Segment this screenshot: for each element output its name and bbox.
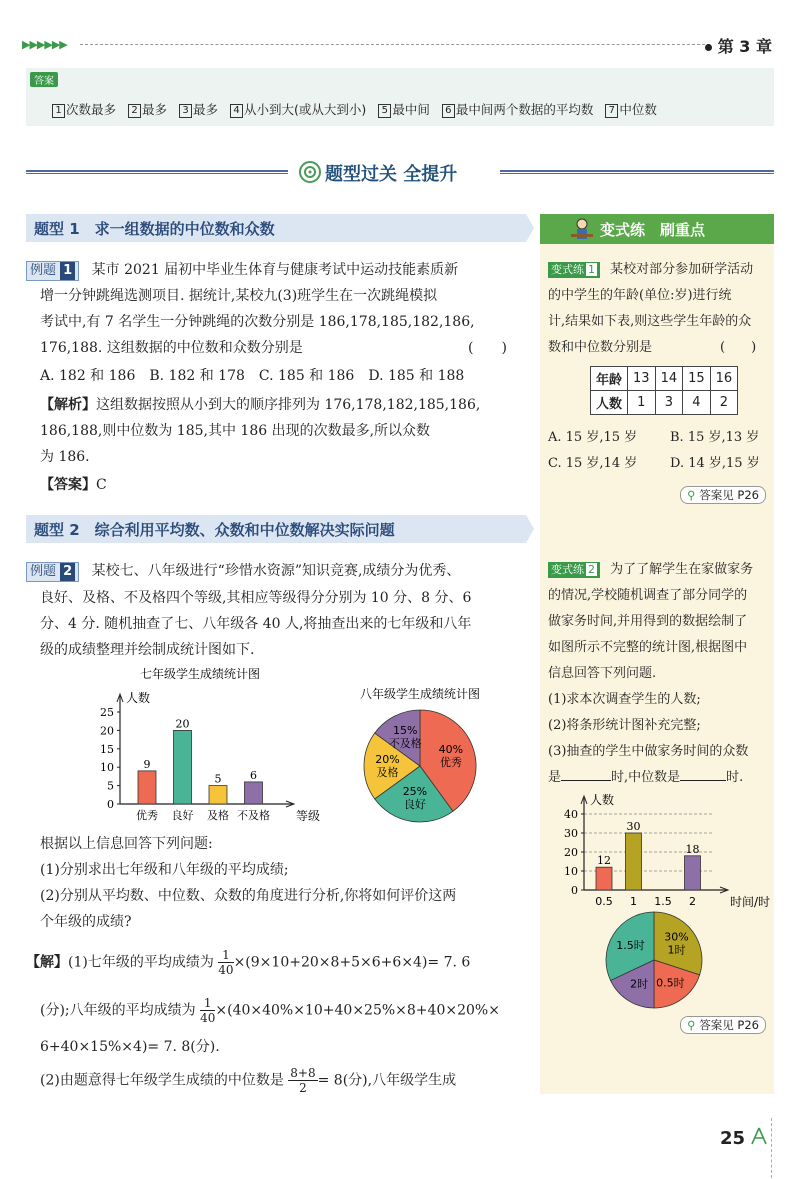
variant2-q3-blanks: 是 时,中位数是 时. [548, 770, 744, 785]
y-tick-label: 5 [107, 779, 114, 793]
pie-category-label: 不及格 [388, 737, 422, 751]
solution-line-1: 【解】(1)七年级的平均成绩为 $\frac{1}{40}$ ×(9×10+20×8+5×6+6×4)= 7. 6 [26, 948, 471, 977]
question-line-4: 个年级的成绩? [40, 914, 132, 930]
page-number: 25 [719, 1128, 745, 1149]
variant1-line-4: 数和中位数分别是 [548, 340, 653, 355]
example1-options: A. 182 和 186 B. 182 和 178 C. 185 和 186 D. 185 和 188 [40, 368, 465, 384]
answer-item-number: 7 [605, 104, 618, 118]
table-cell: 年龄 [591, 367, 628, 391]
table-cell: 1 [628, 391, 656, 415]
type2-heading: 题型 2 综合利用平均数、众数和中位数解决实际问题 [26, 515, 526, 543]
x-tick-label: 1.5 [654, 895, 672, 908]
x-tick-label: 2 [689, 895, 696, 908]
chart-title: 七年级学生成绩统计图 [139, 667, 261, 681]
answer-line: 【答案】C [40, 477, 107, 493]
answer-item-text: 最中间两个数据的平均数 [455, 102, 594, 117]
x-tick-label: 0.5 [595, 895, 613, 908]
example1-line-2: 增一分钟跳绳选测项目. 据统计,某校九(3)班学生在一次跳绳模拟 [40, 288, 438, 304]
bar [245, 782, 263, 804]
pie-percent-label: 40% [438, 742, 464, 756]
example1-line-1: 例题 1 某市 2021 届初中毕业生体育与健康考试中运动技能素质新 [26, 259, 458, 281]
answer-items [52, 100, 669, 118]
answer-item-text: 中位数 [619, 102, 657, 117]
x-tick-label: 不及格 [237, 809, 270, 822]
answer-item-text: 最中间 [392, 102, 430, 117]
example-label: 例题 1 [26, 261, 79, 281]
chores-pie-chart [600, 908, 710, 1014]
x-tick-label: 优秀 [136, 809, 158, 822]
table-cell: 16 [710, 367, 738, 391]
y-tick-label: 20 [564, 846, 578, 859]
variant-header [540, 214, 774, 244]
chores-bar-chart [546, 782, 772, 910]
table-cell: 2 [710, 391, 738, 415]
example2-line-4: 级的成绩整理并绘制成统计图如下. [40, 642, 255, 658]
variant1-line-3: 计,结果如下表,则这些学生年龄的众 [548, 314, 752, 329]
x-tick-label: 及格 [207, 809, 229, 822]
bar-value-label: 18 [685, 842, 700, 856]
variant2-line-5: 信息回答下列问题. [548, 666, 657, 681]
blank-mode[interactable] [561, 780, 611, 781]
variant-label: 变式练 2 [548, 562, 600, 578]
section-title: 题型过关 全提升 [325, 164, 458, 185]
table-row [591, 367, 738, 391]
table-row [591, 391, 738, 415]
blank-median[interactable] [680, 780, 726, 781]
question-line-2: (1)分别求出七年级和八年级的平均成绩; [40, 862, 289, 878]
pie-percent-label: 25% [402, 785, 428, 799]
example-label: 例题 2 [26, 562, 79, 582]
analysis-line-1: 【解析】这组数据按照从小到大的顺序排列为 176,178,182,185,186, [40, 397, 481, 413]
answer-item [128, 102, 167, 117]
answer-item-number: 3 [179, 104, 192, 118]
pie-percent-label: 20% [375, 753, 400, 766]
banner-line-left [26, 170, 288, 174]
analysis-line-2: 186,188,则中位数为 185,其中 186 出现的次数最多,所以众数 [40, 423, 431, 439]
chapter-label [705, 34, 772, 57]
answer-item-number: 6 [442, 104, 455, 118]
solution-line-4: (2)由题意得七年级学生成绩的中位数是 $\frac{8+8}{2}$ = 8(分),八年级学生成 [40, 1066, 457, 1095]
student-icon [568, 216, 596, 242]
variant1-line-1: 变式练 1 某校对部分参加研学活动 [548, 258, 770, 282]
answer-item-number: 2 [128, 104, 141, 118]
grade8-pie-chart [320, 686, 520, 828]
table-cell: 人数 [591, 391, 628, 415]
table-cell: 14 [655, 367, 683, 391]
y-tick-label: 10 [564, 865, 578, 878]
y-tick-label: 20 [100, 724, 114, 738]
pie-category-label: 1.5时 [616, 939, 645, 953]
bar [209, 786, 227, 804]
variant1-line-2: 的中学生的年龄(单位:岁)进行统 [548, 288, 732, 303]
variant-label: 变式练 1 [548, 262, 600, 278]
example2-line-3: 分、4 分. 随机抽查了七、八年级各 40 人,将抽查出来的七年级和八年 [40, 616, 472, 632]
pie-category-label: 优秀 [439, 755, 462, 769]
y-tick-label: 25 [100, 706, 114, 719]
header-divider [80, 44, 710, 45]
answer-item [179, 102, 218, 117]
variant2-line-3: 做家务时间,并用得到的数据绘制了 [548, 614, 748, 629]
question-line-1: 根据以上信息回答下列问题: [40, 836, 213, 852]
y-tick-label: 30 [564, 827, 578, 840]
y-axis-label: 人数 [590, 793, 615, 807]
answer-item [442, 102, 594, 117]
answer-ref-link[interactable]: ⚲ 答案见 P26 [680, 1016, 766, 1034]
variant-practice-column [540, 214, 774, 1094]
solution-line-3: 6+40×15%×4)= 7. 8(分). [40, 1039, 220, 1055]
table-cell: 13 [628, 367, 656, 391]
example1-line-3: 考试中,有 7 名学生一分钟跳绳的次数分别是 186,178,185,182,186, [40, 314, 475, 330]
example2-line-1: 例题 2 某校七、八年级进行“珍惜水资源”知识竞赛,成绩分为优秀、 [26, 560, 460, 582]
x-tick-label: 1 [630, 895, 637, 908]
answer-item [52, 102, 116, 117]
bar-value-label: 5 [214, 772, 222, 786]
y-axis-label: 人数 [126, 691, 151, 705]
pie-category-label: 0.5时 [656, 976, 685, 990]
type1-heading: 题型 1 求一组数据的中位数和众数 [26, 214, 526, 242]
header-arrows: ▶▶▶▶▶▶ [22, 38, 67, 51]
grade7-bar-chart [80, 666, 321, 828]
y-tick-label: 15 [100, 742, 114, 756]
y-tick-label: 0 [571, 884, 578, 897]
answer-tag: 答案 [30, 72, 58, 87]
table-cell: 15 [683, 367, 711, 391]
variant1-options-cd: C. 15 岁,14 岁 D. 14 岁,15 岁 [548, 456, 760, 471]
pie-percent-label: 30% [664, 930, 689, 944]
y-tick-label: 40 [564, 808, 578, 821]
x-axis-label: 等级 [296, 809, 321, 823]
bar-value-label: 12 [597, 854, 611, 868]
variant2-q3: (3)抽查的学生中做家务时间的众数 [548, 744, 749, 759]
swirl-icon [298, 160, 322, 184]
compass-icon [748, 1126, 770, 1146]
y-tick-label: 0 [107, 798, 114, 811]
key-icon: ⚲ [687, 1018, 696, 1032]
variant2-line-1: 变式练 2 为了了解学生在家做家务 [548, 558, 770, 582]
variant2-line-2: 的情况,学校随机调查了部分同学的 [548, 588, 748, 603]
bar-value-label: 9 [143, 757, 151, 771]
banner-line-right [500, 170, 774, 174]
x-axis-label: 时间/时 [730, 895, 771, 909]
chart-title: 八年级学生成绩统计图 [359, 687, 481, 701]
answer-item-number: 1 [52, 104, 65, 118]
answer-paren: ( ) [468, 340, 507, 356]
bar [685, 856, 701, 890]
fraction-1-40-b: $\frac{1}{40}$ [200, 996, 216, 1025]
fraction-1-40: $\frac{1}{40}$ [218, 948, 234, 977]
variant2-q1: (1)求本次调查学生的人数; [548, 692, 701, 707]
pie-category-label: 及格 [376, 766, 399, 779]
variant2-q2: (2)将条形统计图补充完整; [548, 718, 701, 733]
bar [596, 867, 612, 890]
table-cell: 4 [683, 391, 711, 415]
bar-value-label: 20 [175, 717, 190, 731]
example2-line-2: 良好、及格、不及格四个等级,其相应等级得分分别为 10 分、8 分、6 [40, 590, 472, 606]
example1-line-4: 176,188. 这组数据的中位数和众数分别是 [40, 340, 303, 356]
question-line-3: (2)分别从平均数、中位数、众数的角度进行分析,你将如何评价这两 [40, 888, 457, 904]
bar [138, 771, 156, 804]
y-tick-label: 10 [100, 761, 114, 775]
x-tick-label: 良好 [171, 809, 194, 822]
bar [174, 730, 192, 804]
variant1-paren: ( ) [720, 340, 757, 355]
pie-category-label: 良好 [403, 798, 426, 812]
page-corner-line [771, 1118, 772, 1178]
age-table [590, 366, 738, 415]
pie-category-label: 1时 [667, 943, 686, 957]
analysis-line-3: 为 186. [40, 449, 90, 465]
answer-box [26, 68, 774, 126]
answer-ref-link[interactable]: ⚲ 答案见 P26 [680, 486, 766, 504]
fraction-median: $\frac{8+8}{2}$ [290, 1066, 316, 1095]
bar-value-label: 6 [250, 768, 257, 782]
answer-item-text: 最多 [193, 102, 219, 117]
answer-item-number: 5 [378, 104, 391, 118]
answer-item-number: 4 [230, 104, 243, 118]
solution-line-2: (分);八年级的平均成绩为 $\frac{1}{40}$ ×(40×40%×10+40×25%×8+40×20%× [40, 996, 500, 1025]
answer-item-text: 次数最多 [66, 102, 117, 117]
chapter-text: 第 3 章 [717, 37, 772, 56]
pie-percent-label: 15% [393, 724, 418, 738]
variant-header-title: 变式练 刷重点 [600, 221, 706, 239]
variant1-options-ab: A. 15 岁,15 岁 B. 15 岁,13 岁 [548, 430, 760, 445]
answer-item [378, 102, 430, 117]
answer-item-text: 最多 [142, 102, 168, 117]
answer-item [230, 102, 366, 117]
bar [626, 833, 642, 890]
pie-category-label: 2时 [630, 977, 649, 991]
bar-value-label: 30 [626, 820, 641, 833]
key-icon: ⚲ [687, 488, 696, 502]
table-cell: 3 [655, 391, 683, 415]
answer-item [605, 102, 657, 117]
variant2-line-4: 如图所示不完整的统计图,根据图中 [548, 640, 748, 655]
answer-item-text: 从小到大(或从大到小) [244, 102, 367, 117]
